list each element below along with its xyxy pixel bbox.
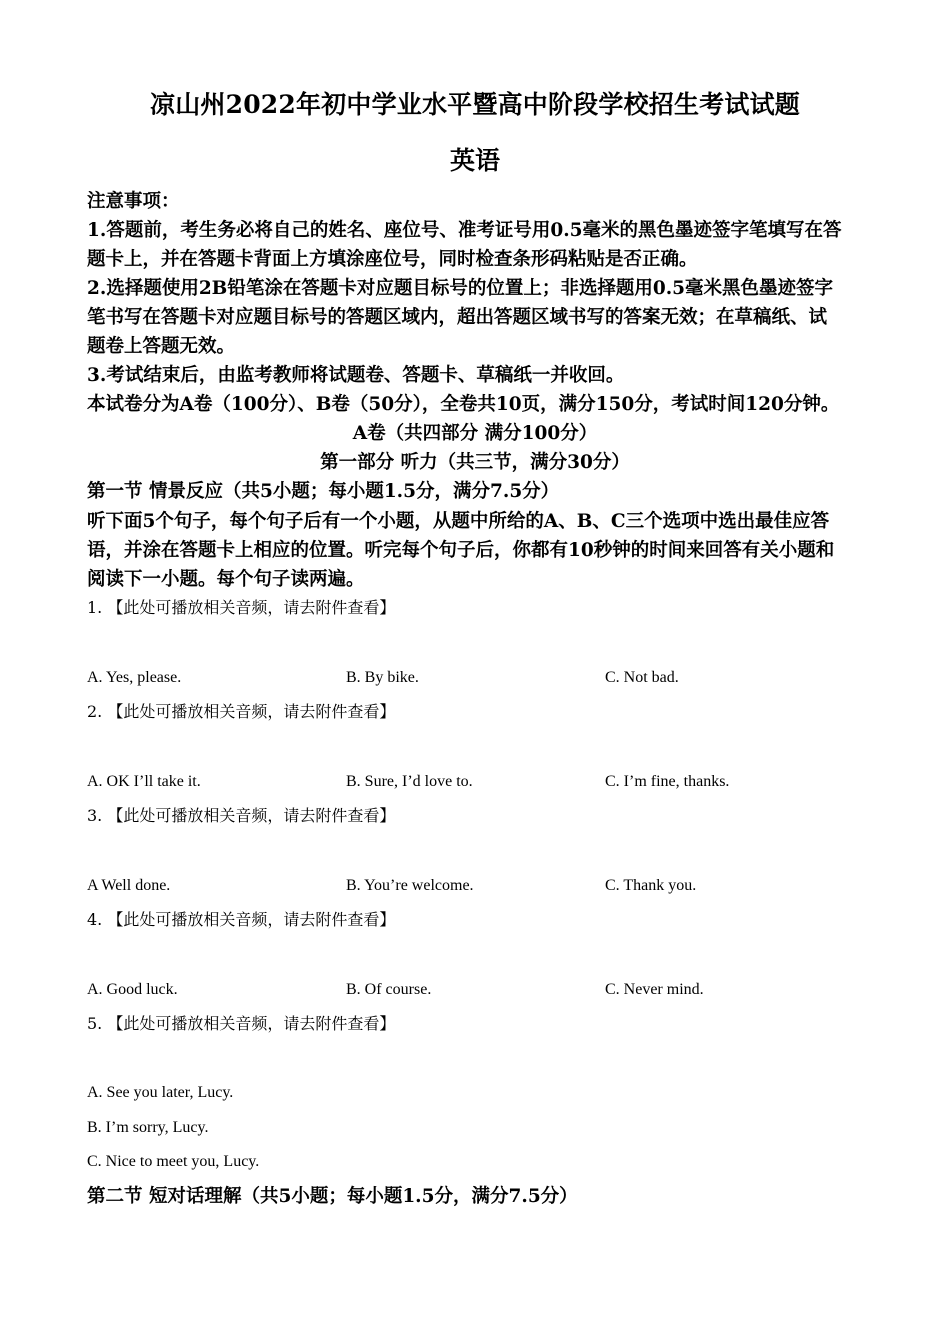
question-2-option-b[interactable]: B. Sure, I’d love to.: [346, 773, 473, 790]
question-1-option-b[interactable]: B. By bike.: [346, 669, 419, 686]
question-2-option-c[interactable]: C. I’m fine, thanks.: [605, 773, 730, 790]
notice-line: 题卡上，并在答题卡背面上方填涂座位号，同时检查条形码粘贴是否正确。: [87, 249, 698, 270]
subject-title: 英语: [449, 146, 500, 175]
question-3-option-a[interactable]: A Well done.: [87, 877, 171, 894]
question-4-option-a[interactable]: A. Good luck.: [87, 981, 178, 998]
section1-instruction: 听下面5个句子，每个句子后有一个小题，从题中所给的A、B、C三个选项中选出最佳应答: [87, 511, 830, 532]
notice-line: 2.选择题使用2B铅笔涂在答题卡对应题目标号的位置上；非选择题用0.5毫米黑色墨迹签字: [87, 278, 834, 299]
question-3-option-c[interactable]: C. Thank you.: [605, 877, 697, 894]
question-5-option-a[interactable]: A. See you later, Lucy.: [87, 1084, 234, 1101]
question-4-audio-link[interactable]: 4. 【此处可播放相关音频，请去附件查看】: [87, 910, 396, 929]
section2-heading: 第二节 短对话理解（共5小题；每小题1.5分，满分7.5分）: [87, 1186, 578, 1207]
notice-line: 1.答题前，考生务必将自己的姓名、座位号、准考证号用0.5毫米的黑色墨迹签字笔填写在答: [87, 220, 842, 241]
question-4-option-c[interactable]: C. Never mind.: [605, 981, 704, 998]
question-5-option-c[interactable]: C. Nice to meet you, Lucy.: [87, 1153, 260, 1170]
notice-line: 题卷上答题无效。: [87, 336, 236, 357]
question-5-option-b[interactable]: B. I’m sorry, Lucy.: [87, 1119, 209, 1136]
question-2-audio-link[interactable]: 2. 【此处可播放相关音频，请去附件查看】: [87, 702, 396, 721]
question-5-audio-link[interactable]: 5. 【此处可播放相关音频，请去附件查看】: [87, 1014, 396, 1033]
notice-line: 笔书写在答题卡对应题目标号的答题区域内，超出答题区域书写的答案无效；在草稿纸、试: [87, 307, 828, 328]
question-4-option-b[interactable]: B. Of course.: [346, 981, 432, 998]
section1-heading: 第一节 情景反应（共5小题；每小题1.5分，满分7.5分）: [87, 481, 560, 502]
part1-heading: 第一部分 听力（共三节，满分30分）: [320, 452, 630, 473]
notice-line: 3.考试结束后，由监考教师将试题卷、答题卡、草稿纸一并收回。: [87, 365, 625, 386]
question-1-option-a[interactable]: A. Yes, please.: [87, 669, 182, 686]
question-2-option-a[interactable]: A. OK I’ll take it.: [87, 773, 201, 790]
section1-instruction: 阅读下一小题。每个句子读两遍。: [87, 569, 365, 590]
question-1-audio-link[interactable]: 1. 【此处可播放相关音频，请去附件查看】: [87, 598, 396, 617]
a-volume-heading: A卷（共四部分 满分100分）: [352, 423, 598, 444]
notice-heading: 注意事项：: [87, 191, 180, 212]
section1-instruction: 语，并涂在答题卡上相应的位置。听完每个句子后，你都有10秒钟的时间来回答有关小题和: [87, 540, 835, 561]
exam-title: 凉山州2022年初中学业水平暨高中阶段学校招生考试试题: [150, 90, 800, 119]
question-1-option-c[interactable]: C. Not bad.: [605, 669, 679, 686]
question-3-option-b[interactable]: B. You’re welcome.: [346, 877, 474, 894]
question-3-audio-link[interactable]: 3. 【此处可播放相关音频，请去附件查看】: [87, 806, 396, 825]
notice-line: 本试卷分为A卷（100分）、B卷（50分），全卷共10页，满分150分，考试时间120分钟。: [87, 394, 840, 415]
